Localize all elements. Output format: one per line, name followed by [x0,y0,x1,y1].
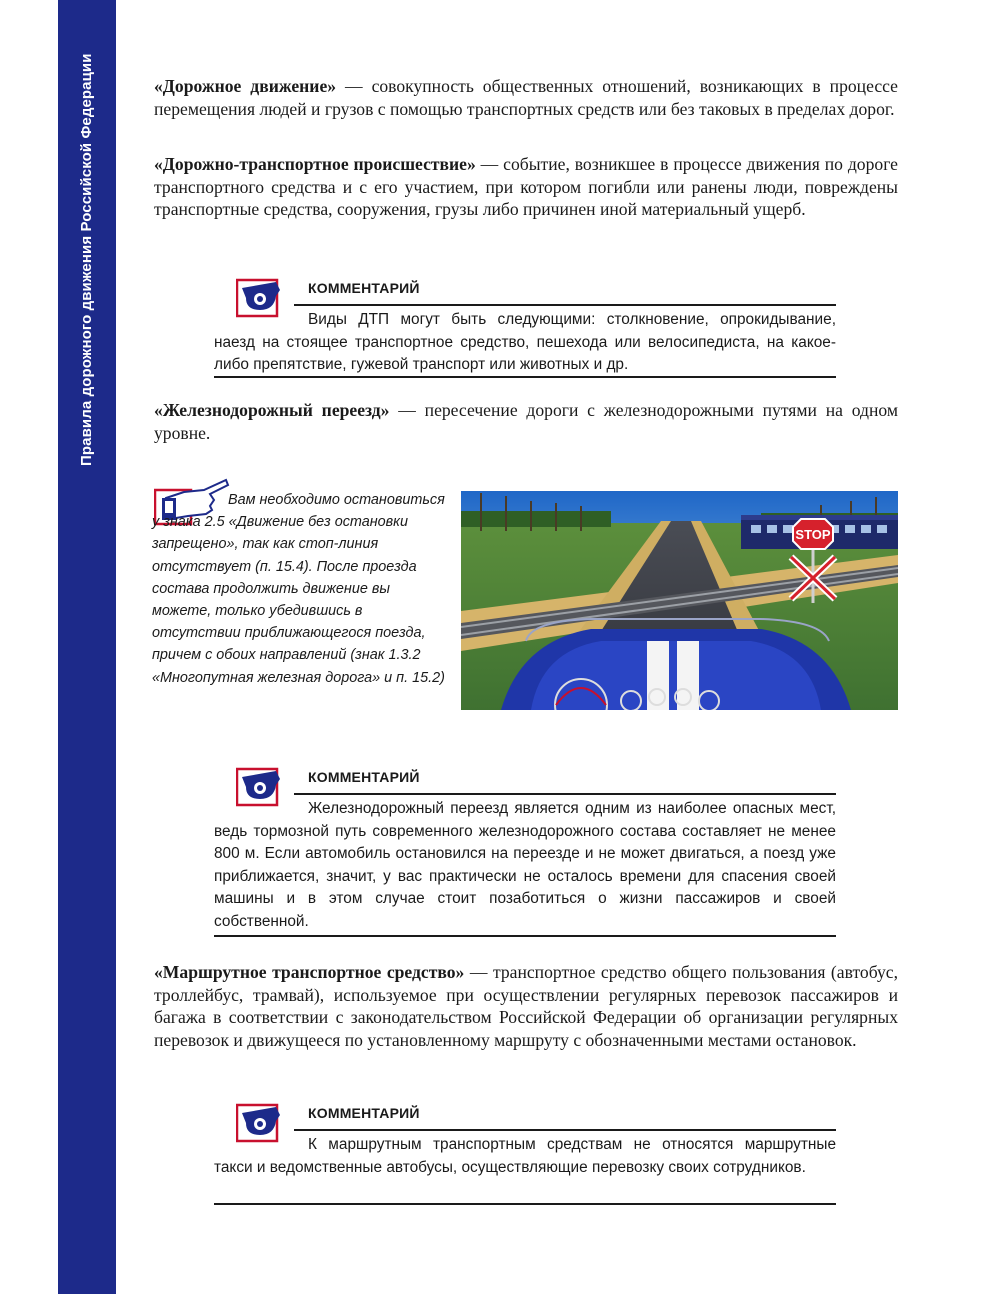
page-number: 8 [141,1223,151,1242]
definition-text: — транспортное средство общего пользования (автобус, троллейбус, трамвай), используемое при осуществлении регулярных перевозок пассажиров и багажа в соответствии с законодательством Российской Федерации об организации регулярных перевозок и движущееся по установленному маршруту с обозначенными местами остановок. [154,962,899,1050]
comment-text: Виды ДТП могут быть следующими: столкновение, опрокидывание, наезд на стоящее транспортное средство, пешехода или велосипедиста, на какое-либо препятствие, гужевой транспорт или животных и др. [214,311,836,374]
definition-road-accident [154,153,898,221]
comment-divider [214,935,836,937]
sidebar [58,0,151,1294]
definition-text: — пересечение дороги с железнодорожными путями на одном уровне. [154,400,898,443]
definition-route-vehicle [154,961,898,1051]
note-rest: у знака 2.5 «Движение без остановки запрещено», так как стоп-линия отсутствует (п. 15.4). После проезда состава продолжить движение вы можете, только убедившись в отсутствии приближающегося поезда, причем с обоих направлений (знак 1.3.2 «Многопутная железная дорога» и п. 15.2) [152,514,445,686]
definition-term: «Дорожное движение» [154,76,337,96]
comment-divider [214,376,836,378]
comment-text: Железнодорожный переезд является одним из наиболее опасных мест, ведь тормозной путь современного железнодорожного состава составляет не менее 800 м. Если автомобиль остановился на переезде и не может двигаться, а поезд уже приближается, значит, у вас практически не осталось времени для спасения своей машины и в этом случае стоит позаботиться о жизни пассажиров и своей собственной. [214,800,836,930]
comment-divider [294,793,836,795]
railway-crossing-illustration [461,491,898,710]
definition-term: «Железнодорожный переезд» [154,400,390,420]
definition-term: «Дорожно-транспортное происшествие» [154,154,476,174]
comment-divider [294,1129,836,1131]
comment-divider [214,1203,836,1205]
comment-heading: КОММЕНТАРИЙ [308,769,420,785]
comment-heading: КОММЕНТАРИЙ [308,1105,420,1121]
stop-sign-label: STOP [795,527,831,542]
definition-term: «Маршрутное транспортное средство» [154,962,465,982]
definition-railway-crossing [154,399,898,444]
note-text [152,489,452,689]
comment-text: К маршрутным транспортным средствам не относятся маршрутные такси и ведомственные автобусы, осуществляющие перевозку своих сотрудников. [214,1136,836,1176]
note-lead: Вам необходимо остановиться [228,492,445,508]
definition-text: — совокупность общественных отношений, возникающих в процессе перемещения людей и грузов с помощью транспортных средств или без таковых в пределах дорог. [154,76,898,119]
comment-divider [294,304,836,306]
comment-heading: КОММЕНТАРИЙ [308,280,420,296]
running-title: Правила дорожного движения Российской Федерации [78,53,95,466]
definition-text: — событие, возникшее в процессе движения по дороге транспортного средства и с его участием, при котором погибли или ранены люди, повреждены транспортные средства, сооружения, грузы либо причинен иной материальный ущерб. [154,154,898,219]
definition-road-traffic [154,75,898,120]
